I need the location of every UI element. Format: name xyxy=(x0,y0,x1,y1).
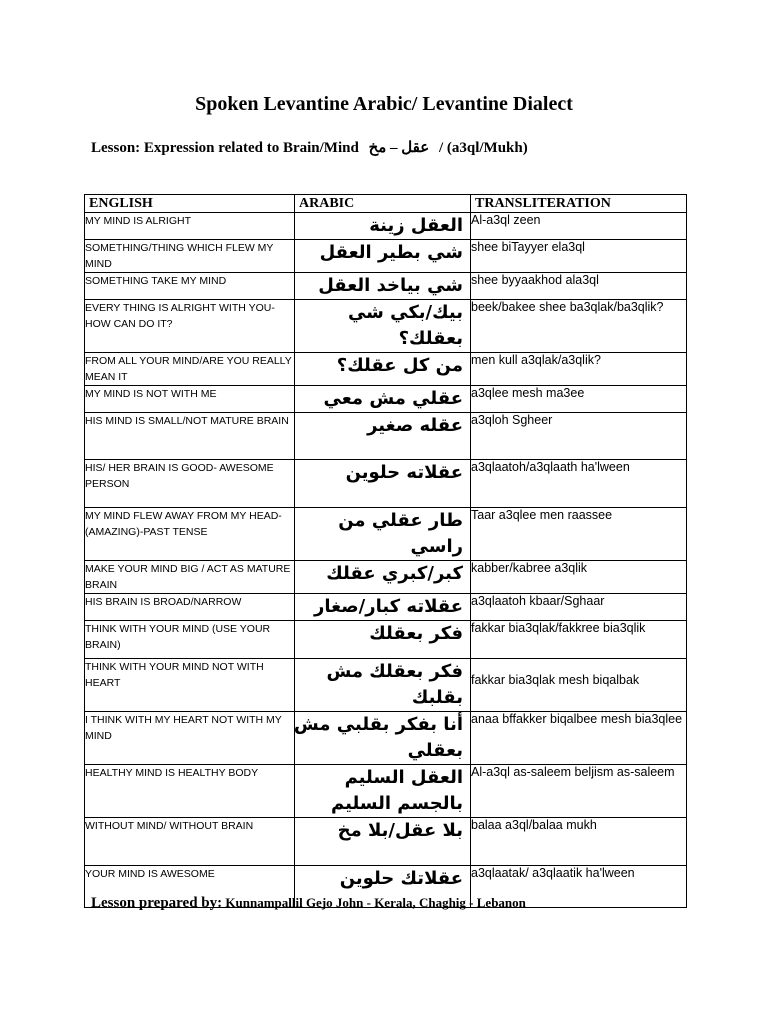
table-row xyxy=(85,818,687,866)
english-cell: HEALTHY MIND IS HEALTHY BODY xyxy=(85,765,295,818)
transliteration-cell: Taar a3qlee men raassee xyxy=(471,508,687,561)
arabic-cell xyxy=(295,460,471,508)
arabic-text: عقله صغير xyxy=(367,415,463,436)
table-row xyxy=(85,353,687,386)
transliteration-cell: balaa a3ql/balaa mukh xyxy=(471,818,687,866)
transliteration-cell: Al-a3ql zeen xyxy=(471,213,687,240)
arabic-text: طار عقلي من راسي xyxy=(338,510,463,557)
table-row xyxy=(85,460,687,508)
arabic-text: عقلي مش معي xyxy=(323,388,463,409)
arabic-cell xyxy=(295,300,471,353)
arabic-cell xyxy=(295,508,471,561)
arabic-cell xyxy=(295,273,471,300)
english-cell: THINK WITH YOUR MIND NOT WITH HEART xyxy=(85,659,295,712)
transliteration-cell xyxy=(471,659,687,712)
transliteration-cell: fakkar bia3qlak/fakkree bia3qlik xyxy=(471,621,687,659)
transliteration-cell: Al-a3ql as-saleem beljism as-saleem xyxy=(471,765,687,818)
english-cell: MY MIND IS NOT WITH ME xyxy=(85,386,295,413)
table-row xyxy=(85,413,687,460)
vocabulary-table xyxy=(84,194,687,908)
arabic-text: عقلاتك حلوين xyxy=(339,868,463,889)
table-row xyxy=(85,712,687,765)
table-row xyxy=(85,508,687,561)
transliteration-cell: a3qlee mesh ma3ee xyxy=(471,386,687,413)
arabic-text: بلا عقل/بلا مخ xyxy=(337,820,463,841)
arabic-text: فكر بعقلك مش بقلبك xyxy=(326,661,463,708)
english-cell: I THINK WITH MY HEART NOT WITH MY MIND xyxy=(85,712,295,765)
lesson-prefix: Lesson: Expression related to Brain/Mind xyxy=(91,140,359,156)
footer-credit xyxy=(91,895,526,912)
arabic-cell xyxy=(295,386,471,413)
transliteration-cell: anaa bffakker biqalbee mesh bia3qlee xyxy=(471,712,687,765)
table-row xyxy=(85,273,687,300)
transliteration-cell: a3qlaatak/ a3qlaatik ha'lween xyxy=(471,866,687,908)
table-row xyxy=(85,240,687,273)
english-cell: MAKE YOUR MIND BIG / ACT AS MATURE BRAIN xyxy=(85,561,295,594)
arabic-text: من كل عقلك؟ xyxy=(336,355,463,376)
transliteration-cell: a3qlaatoh/a3qlaath ha'lween xyxy=(471,460,687,508)
english-cell: HIS BRAIN IS BROAD/NARROW xyxy=(85,594,295,621)
table-row xyxy=(85,594,687,621)
transliteration-cell: kabber/kabree a3qlik xyxy=(471,561,687,594)
arabic-cell xyxy=(295,712,471,765)
transliteration-cell: shee biTayyer ela3ql xyxy=(471,240,687,273)
english-cell: MY MIND IS ALRIGHT xyxy=(85,213,295,240)
header-transliteration: TRANSLITERATION xyxy=(471,195,687,213)
table-row xyxy=(85,765,687,818)
table-row xyxy=(85,621,687,659)
arabic-text: العقل زينة xyxy=(369,215,463,236)
english-cell: SOMETHING TAKE MY MIND xyxy=(85,273,295,300)
english-cell: FROM ALL YOUR MIND/ARE YOU REALLY MEAN IT xyxy=(85,353,295,386)
english-cell: HIS MIND IS SMALL/NOT MATURE BRAIN xyxy=(85,413,295,460)
arabic-text: فكر بعقلك xyxy=(369,623,463,644)
footer-author: Kunnampallil Gejo John - Kerala, Chaghig - Lebanon xyxy=(225,895,526,910)
arabic-cell xyxy=(295,353,471,386)
arabic-cell xyxy=(295,240,471,273)
transliteration-cell: beek/bakee shee ba3qlak/ba3qlik? xyxy=(471,300,687,353)
table-row xyxy=(85,561,687,594)
lesson-arabic: عقل – مخ xyxy=(368,140,430,156)
english-cell: THINK WITH YOUR MIND (USE YOUR BRAIN) xyxy=(85,621,295,659)
english-cell: SOMETHING/THING WHICH FLEW MY MIND xyxy=(85,240,295,273)
arabic-text: شي بطير العقل xyxy=(319,242,463,263)
arabic-text: كبر/كبري عقلك xyxy=(326,563,463,584)
arabic-cell xyxy=(295,413,471,460)
english-cell: MY MIND FLEW AWAY FROM MY HEAD- (AMAZING)-PAST TENSE xyxy=(85,508,295,561)
arabic-cell xyxy=(295,621,471,659)
page-title: Spoken Levantine Arabic/ Levantine Dialect xyxy=(195,93,573,115)
table-row xyxy=(85,659,687,712)
transliteration-cell: a3qloh Sgheer xyxy=(471,413,687,460)
table-header-row xyxy=(85,195,687,213)
arabic-text: بيك/بكي شي بعقلك؟ xyxy=(347,302,463,349)
arabic-text: العقل السليم بالجسم السليم xyxy=(330,767,463,814)
arabic-cell xyxy=(295,213,471,240)
table-row xyxy=(85,213,687,240)
arabic-text: شي بياخد العقل xyxy=(318,275,463,296)
lesson-separator: / xyxy=(438,140,444,156)
arabic-cell xyxy=(295,659,471,712)
arabic-cell xyxy=(295,594,471,621)
arabic-cell xyxy=(295,765,471,818)
transliteration-cell: men kull a3qlak/a3qlik? xyxy=(471,353,687,386)
english-cell: EVERY THING IS ALRIGHT WITH YOU- HOW CAN DO IT? xyxy=(85,300,295,353)
transliteration-cell: a3qlaatoh kbaar/Sghaar xyxy=(471,594,687,621)
table-row xyxy=(85,300,687,353)
arabic-text: أنا بفكر بقلبي مش بعقلي xyxy=(293,714,463,761)
lesson-heading xyxy=(91,138,528,157)
english-cell: HIS/ HER BRAIN IS GOOD- AWESOME PERSON xyxy=(85,460,295,508)
arabic-cell xyxy=(295,818,471,866)
transliteration-cell: shee byyaakhod ala3ql xyxy=(471,273,687,300)
footer-label: Lesson prepared by: xyxy=(91,895,223,911)
table-row xyxy=(85,386,687,413)
arabic-text: عقلاته حلوين xyxy=(345,462,463,483)
lesson-transliteration: (a3ql/Mukh) xyxy=(446,140,528,156)
header-english: ENGLISH xyxy=(85,195,295,213)
english-cell: YOUR MIND IS AWESOME xyxy=(85,866,295,908)
arabic-text: عقلاته كبار/صغار xyxy=(313,596,463,617)
arabic-cell xyxy=(295,561,471,594)
header-arabic: ARABIC xyxy=(295,195,471,213)
transliteration-text: fakkar bia3qlak mesh biqalbak xyxy=(471,673,640,687)
english-cell: WITHOUT MIND/ WITHOUT BRAIN xyxy=(85,818,295,866)
